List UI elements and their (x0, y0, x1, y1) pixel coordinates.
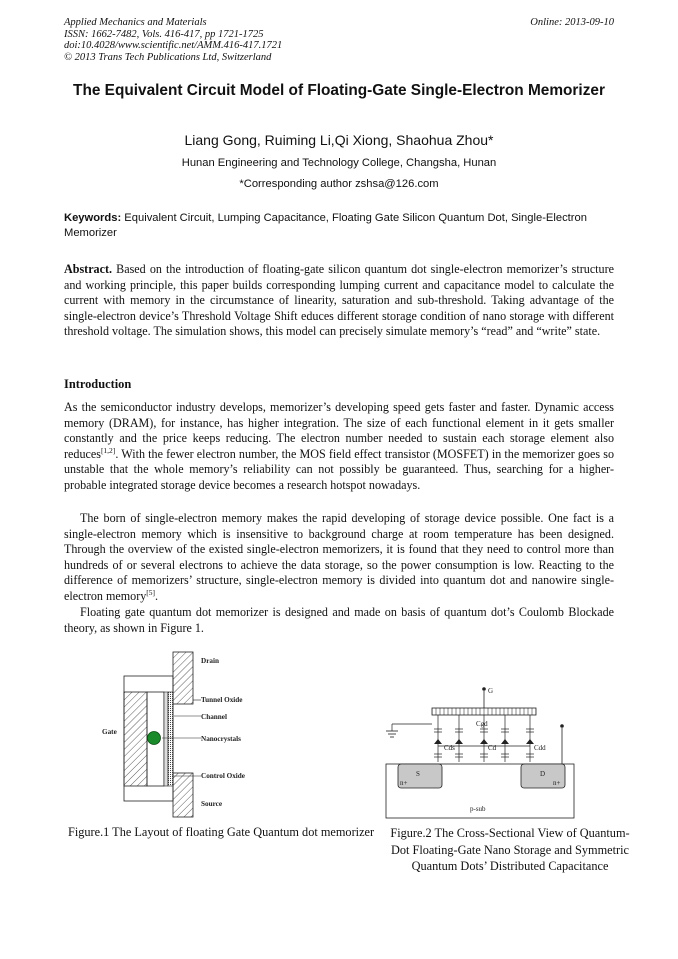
corresponding-author: *Corresponding author zshsa@126.com (239, 178, 439, 190)
tunnel-oxide-layer (164, 692, 168, 786)
paper-title: The Equivalent Circuit Model of Floating-Gate Single-Electron Memorizer (73, 82, 605, 99)
label-drain: Drain (201, 657, 219, 665)
label-tunnel-oxide: Tunnel Oxide (201, 696, 243, 704)
journal-header (64, 17, 282, 63)
figure-1-layout-diagram (98, 648, 273, 823)
nanocrystal-dot (148, 732, 161, 745)
label-cgd: Cgd (476, 720, 488, 728)
label-channel: Channel (201, 713, 227, 721)
p2-text-b: . (155, 588, 159, 603)
label-n-plus-drain: n+ (553, 779, 561, 787)
drain-terminal-dot (560, 724, 564, 728)
copyright-line: © 2013 Trans Tech Publications Ltd, Switzerland (64, 51, 272, 63)
label-source: Source (201, 800, 223, 808)
label-cd: Cd (488, 744, 497, 752)
drain-region (173, 652, 193, 704)
label-gate-terminal: G (488, 687, 494, 695)
section-heading-introduction: Introduction (64, 377, 132, 391)
keywords-text: Equivalent Circuit, Lumping Capacitance, Floating Gate Silicon Quantum Dot, Single-Electron Memorizer (64, 212, 587, 239)
authors: Liang Gong, Ruiming Li,Qi Xiong, Shaohua Zhou* (184, 132, 494, 148)
label-source-well: S (416, 770, 420, 778)
abstract (64, 262, 614, 340)
issn-line: ISSN: 1662-7482, Vols. 416-417, pp 1721-1725 (64, 28, 264, 40)
label-cdd: Cdd (534, 744, 546, 752)
label-drain-well: D (540, 770, 546, 778)
figure-2-cross-section-diagram (378, 684, 578, 822)
label-cds: Cds (444, 744, 455, 752)
keywords (64, 211, 614, 241)
label-p-substrate: p-sub (470, 805, 486, 813)
intro-paragraph-1 (64, 400, 614, 494)
label-nanocrystals: Nanocrystals (201, 735, 241, 743)
gate-electrode (124, 692, 147, 786)
citation-1-2: [1,2] (100, 445, 116, 455)
abstract-label: Abstract. (64, 262, 113, 276)
figure-2-caption: Figure.2 The Cross-Sectional View of Quantum-Dot Floating-Gate Nano Storage and Symmetric Quantum Dots’ Distributed Capacitance (390, 826, 630, 873)
p2-text-a: The born of single-electron memory makes the rapid developing of storage device possible. One fact is a single-electron memory which is insensitive to background charge at room temperature has been designed. Through the overview of the existed single-electron memorizers, it is found that they need to control more than hundreds of or several electrons to achieve the data storage, so the power consumption is low. Reacting to the difference of memorizers’ structure, single-electron memory is divided into quantum dot and nanowire single-electron memory (64, 511, 614, 603)
label-control-oxide: Control Oxide (201, 772, 245, 780)
floating-gate-electrode (432, 708, 536, 715)
affiliation: Hunan Engineering and Technology College, Changsha, Hunan (181, 157, 497, 169)
p1-text-a: As the semiconductor industry develops, memorizer’s developing speed gets faster and faster. Dynamic access memory (DRAM), for instance, has higher integration. The size of each functional element in it gets smaller constantly and the price keeps reducing. The electron number needed to sustain each storage element also reduces (64, 400, 614, 461)
label-n-plus-source: n+ (400, 779, 408, 787)
journal-name: Applied Mechanics and Materials (64, 17, 207, 28)
figure-1-caption: Figure.1 The Layout of floating Gate Quantum dot memorizer (68, 825, 375, 839)
intro-paragraph-3: Floating gate quantum dot memorizer is designed and made on basis of quantum dot’s Coulomb Blockade theory, as shown in Figure 1. (64, 605, 614, 635)
abstract-text: Based on the introduction of floating-gate silicon quantum dot single-electron memorizer’s structure and working principle, this paper builds corresponding lumping current and capacitance model to calculate the current with memory in the circumstance of linearity, saturation and sub-threshold. Taking advantage of the single-electron device’s Threshold Voltage Shift educes different storage condition of nano storage with different threshold voltage. The simulation shows, this model can precisely simulate memory’s “read” and “write” state. (64, 262, 614, 339)
online-date: Online: 2013-09-10 (530, 17, 614, 28)
label-gate: Gate (102, 728, 117, 736)
p1-text-b: . With the fewer electron number, the MOS field effect transistor (MOSFET) in the memorizer goes so unstable that the whole memory’s reliability can not possibly be guaranteed. Thus, searching for a higher-probable integrated storage device becomes a research hotspot nowadays. (64, 446, 614, 492)
source-region (173, 773, 193, 817)
intro-paragraph-2 (64, 511, 614, 605)
channel-layer (168, 692, 173, 786)
keywords-label: Keywords: (64, 212, 122, 224)
doi-line: doi:10.4028/www.scientific.net/AMM.416-417.1721 (64, 40, 283, 51)
citation-5: [5] (146, 587, 156, 597)
gate-terminal-dot (482, 687, 486, 691)
